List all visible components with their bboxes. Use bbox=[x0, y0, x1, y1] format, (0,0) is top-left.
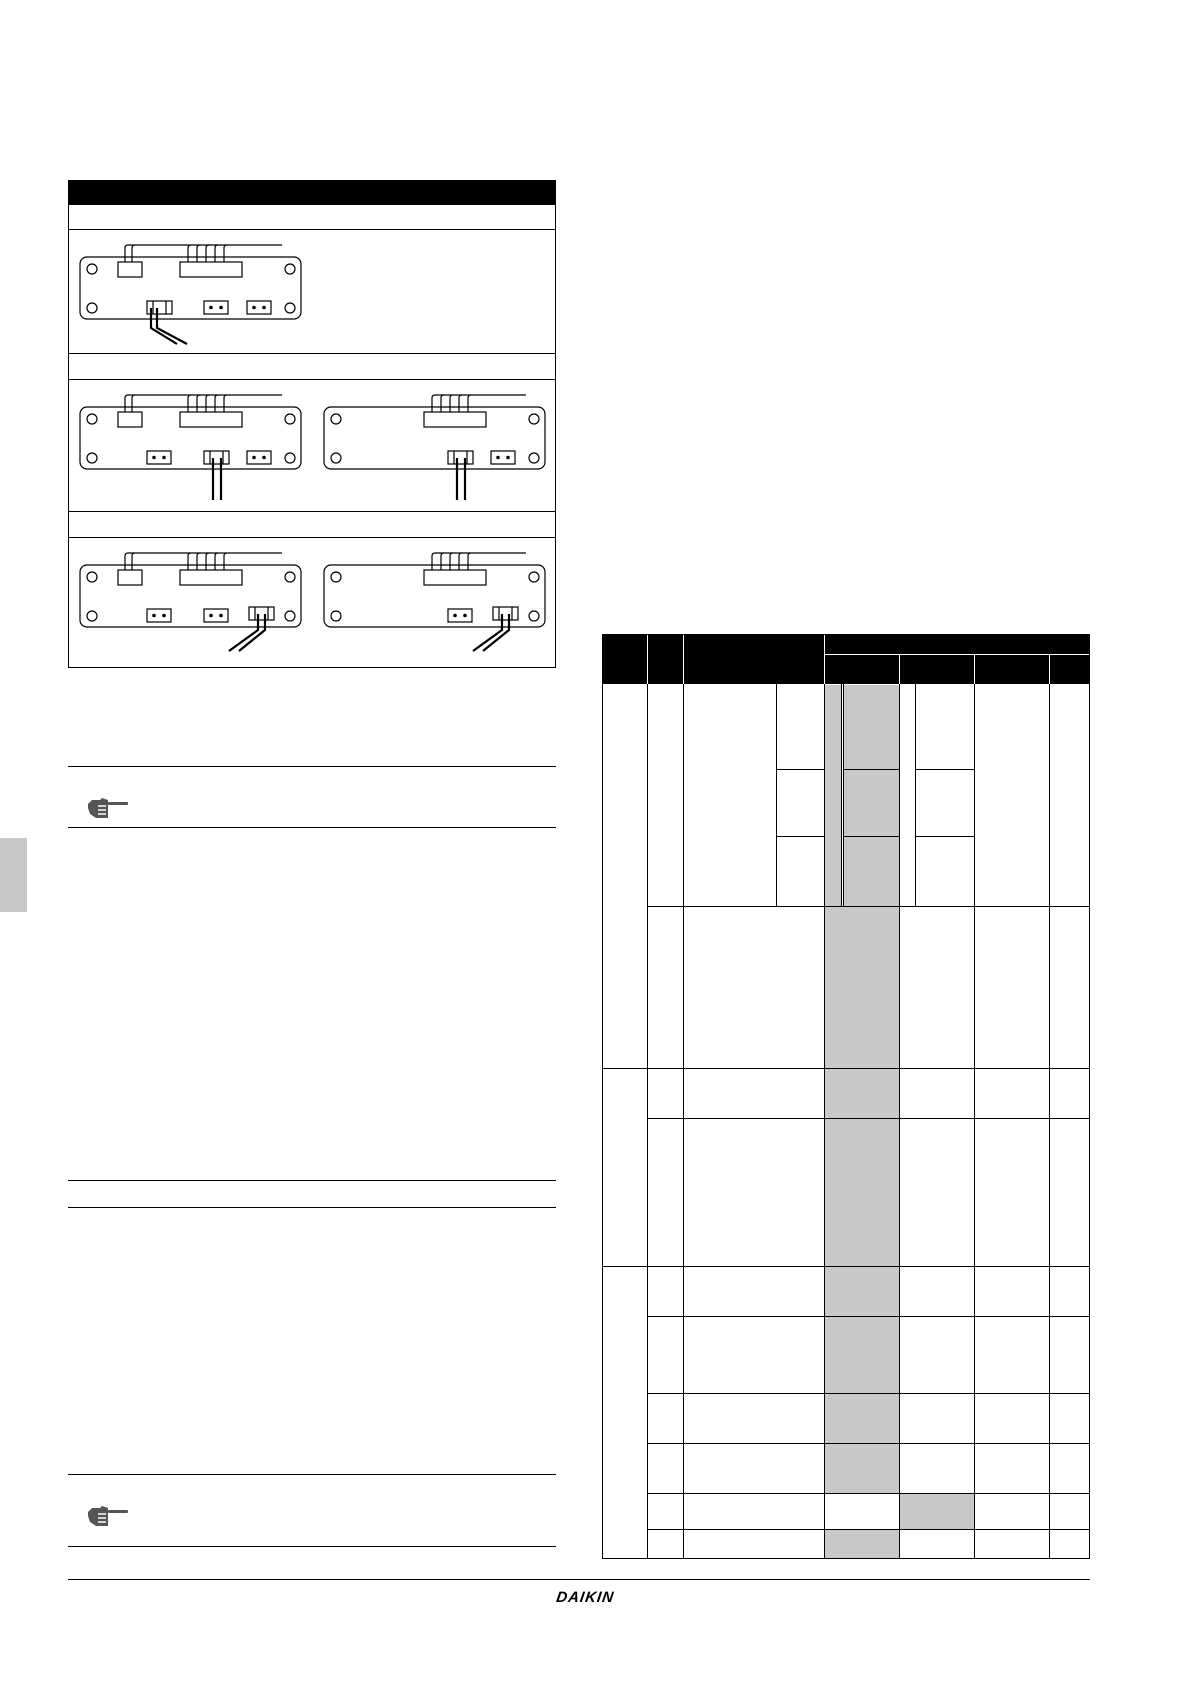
pcb-board-c-right bbox=[324, 553, 545, 627]
pointing-hand-note-icon bbox=[86, 796, 130, 822]
daikin-logo: DAIKIN bbox=[555, 1589, 616, 1606]
pcb-board-b-right bbox=[324, 395, 545, 469]
pcb-board-c-left bbox=[80, 553, 301, 627]
pcb-wiring-diagrams bbox=[69, 181, 557, 669]
pcb-board-a bbox=[80, 245, 301, 319]
chapter-side-tab bbox=[0, 838, 27, 912]
section-rule bbox=[68, 1207, 556, 1208]
section-rule bbox=[68, 1180, 556, 1181]
note-rule-top bbox=[68, 1474, 556, 1475]
pointing-hand-note-icon bbox=[86, 1504, 130, 1530]
table-header bbox=[602, 634, 1090, 684]
settings-table bbox=[602, 634, 1090, 1559]
wiring-configuration-figure bbox=[68, 180, 556, 668]
settings-table-grid bbox=[602, 634, 1090, 1559]
note-rule-bottom bbox=[68, 1546, 556, 1547]
note-rule-bottom bbox=[68, 827, 556, 828]
note-rule-top bbox=[68, 766, 556, 767]
footer-rule bbox=[68, 1579, 1090, 1580]
pcb-board-b-left bbox=[80, 395, 301, 469]
